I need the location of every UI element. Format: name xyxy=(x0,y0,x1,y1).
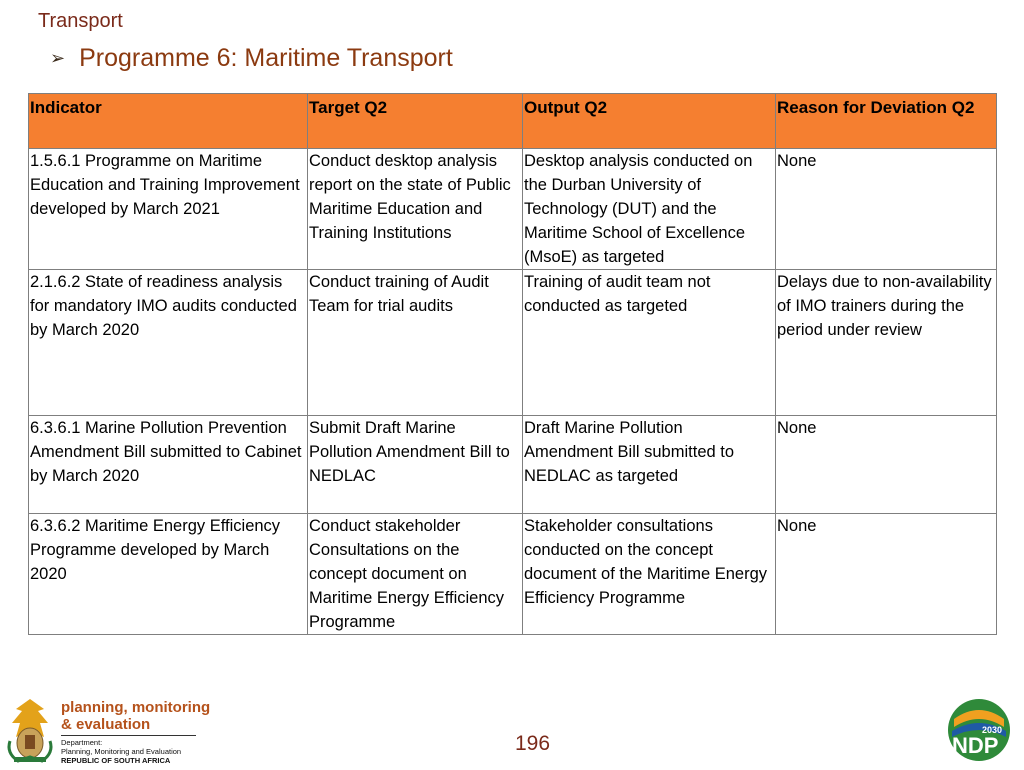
divider xyxy=(61,735,196,736)
indicator-table xyxy=(28,93,997,635)
reason-cell: None xyxy=(776,149,997,270)
coat-of-arms-icon xyxy=(4,697,56,770)
reason-cell: None xyxy=(776,416,997,514)
section-title: Transport xyxy=(38,10,123,32)
table-header-row xyxy=(29,94,997,149)
dept-name: Planning, Monitoring and Evaluation xyxy=(61,747,182,756)
country-name: REPUBLIC OF SOUTH AFRICA xyxy=(61,756,171,765)
output-cell: Training of audit team not conducted as targeted xyxy=(523,270,776,416)
table-row xyxy=(29,416,997,514)
indicator-cell: 6.3.6.1 Marine Pollution Prevention Amendment Bill submitted to Cabinet by March 2020 xyxy=(29,416,308,514)
column-header-target: Target Q2 xyxy=(308,94,523,149)
programme-heading xyxy=(50,44,453,73)
reason-cell: None xyxy=(776,514,997,635)
arrow-bullet-icon: ➢ xyxy=(50,48,66,68)
output-cell: Draft Marine Pollution Amendment Bill submitted to NEDLAC as targeted xyxy=(523,416,776,514)
pme-line1: planning, monitoring xyxy=(61,699,211,716)
target-cell: Conduct stakeholder Consultations on the concept document on Maritime Energy Efficiency Programme xyxy=(308,514,523,635)
reason-cell: Delays due to non-availability of IMO trainers during the period under review xyxy=(776,270,997,416)
pme-logo xyxy=(61,699,210,765)
dept-label: Department: xyxy=(61,738,103,747)
pme-line2: & evaluation xyxy=(61,716,151,733)
table-row xyxy=(29,149,997,270)
target-cell: Conduct training of Audit Team for trial audits xyxy=(308,270,523,416)
column-header-indicator: Indicator xyxy=(29,94,308,149)
target-cell: Submit Draft Marine Pollution Amendment Bill to NEDLAC xyxy=(308,416,523,514)
programme-title: Programme 6: Maritime Transport xyxy=(79,44,453,72)
column-header-reason: Reason for Deviation Q2 xyxy=(776,94,997,149)
target-cell: Conduct desktop analysis report on the state of Public Maritime Education and Training Institutions xyxy=(308,149,523,270)
output-cell: Desktop analysis conducted on the Durban University of Technology (DUT) and the Maritime School of Excellence (MsoE) as targeted xyxy=(523,149,776,270)
ndp-logo-icon xyxy=(946,697,1012,768)
indicator-cell: 6.3.6.2 Maritime Energy Efficiency Programme developed by March 2020 xyxy=(29,514,308,635)
svg-text:NDP: NDP xyxy=(952,733,999,758)
svg-text:2030: 2030 xyxy=(982,725,1003,735)
indicator-cell: 1.5.6.1 Programme on Maritime Education and Training Improvement developed by March 2021 xyxy=(29,149,308,270)
page-number: 196 xyxy=(515,732,551,755)
output-cell: Stakeholder consultations conducted on the concept document of the Maritime Energy Efficiency Programme xyxy=(523,514,776,635)
table-row xyxy=(29,270,997,416)
indicator-cell: 2.1.6.2 State of readiness analysis for mandatory IMO audits conducted by March 2020 xyxy=(29,270,308,416)
column-header-output: Output Q2 xyxy=(523,94,776,149)
table-row xyxy=(29,514,997,635)
